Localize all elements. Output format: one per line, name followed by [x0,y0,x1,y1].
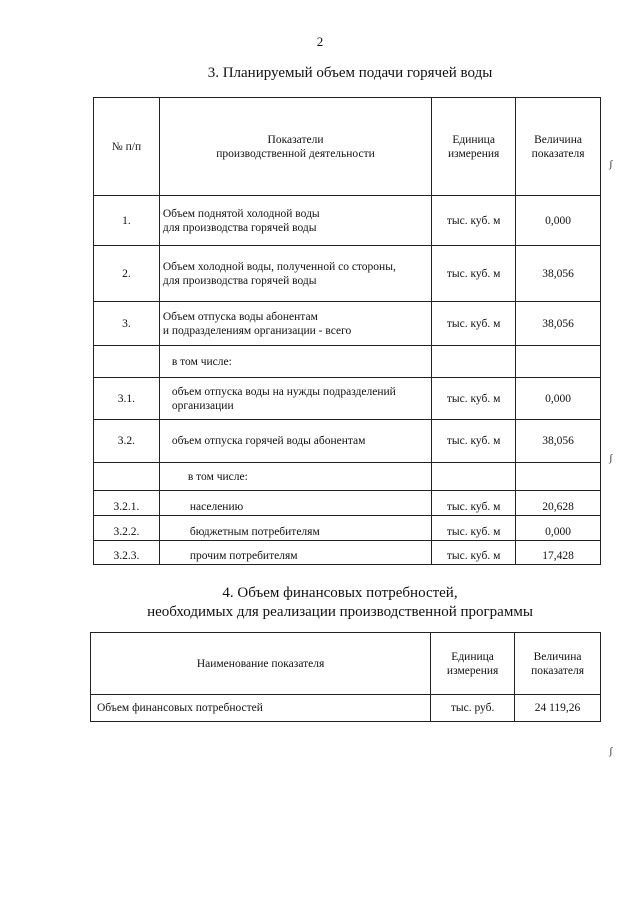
row-num: 3.2.2. [94,516,160,541]
table-row [94,541,601,565]
row-unit: тыс. куб. м [432,196,516,246]
hot-water-supply-table [93,97,601,565]
row-name: объем отпуска горячей воды абонентам [159,420,431,463]
header-indicator [159,98,431,196]
row-name: бюджетным потребителям [159,516,431,541]
header-unit [431,633,515,695]
row-name: населению [159,491,431,516]
header-value [516,98,601,196]
table-row [94,378,601,420]
row-num [94,346,160,378]
row-unit: тыс. руб. [431,695,515,722]
row-value: 20,628 [516,491,601,516]
row-name [159,302,431,346]
header-name: Наименование показателя [91,633,431,695]
header-unit-line1: Единица [451,650,494,663]
header-unit-line2: измерения [447,147,500,160]
header-indicator-line2: производственной деятельности [216,147,375,160]
row-name-line1: объем отпуска воды на нужды подразделений [171,385,396,398]
row-num [94,463,160,491]
row-value: 38,056 [516,302,601,346]
header-value-line1: Величина [533,650,582,663]
scan-mark: ʃ [609,452,613,464]
row-name: Объем финансовых потребностей [91,695,431,722]
header-value-line2: показателя [531,664,584,677]
header-num: № п/п [94,98,160,196]
table-row [94,346,601,378]
row-name-line1: Объем отпуска воды абонентам [162,310,318,323]
row-unit: тыс. куб. м [432,491,516,516]
row-name-line2: для производства горячей воды [162,274,317,287]
section-4-title-line1: 4. Объем финансовых потребностей, [222,585,458,601]
row-unit [432,463,516,491]
table-row [94,463,601,491]
scan-mark: ʃ [609,745,613,757]
row-value: 38,056 [516,246,601,302]
row-unit: тыс. куб. м [432,246,516,302]
row-name [159,378,431,420]
table-row [94,302,601,346]
row-name-line2: для производства горячей воды [162,221,317,234]
row-num: 3.2.1. [94,491,160,516]
table-header-row [91,633,601,695]
row-unit: тыс. куб. м [432,420,516,463]
section-3-title: 3. Планируемый объем подачи горячей воды [207,65,493,81]
table-row [94,196,601,246]
header-unit-line1: Единица [452,133,495,146]
table-row [94,516,601,541]
row-num: 3.2. [94,420,160,463]
table-row [91,695,601,722]
row-value: 17,428 [516,541,601,565]
row-name: в том числе: [159,346,431,378]
row-name [159,196,431,246]
row-unit [432,346,516,378]
row-unit: тыс. куб. м [432,516,516,541]
row-value: 24 119,26 [515,695,601,722]
row-value: 0,000 [516,516,601,541]
table-row [94,420,601,463]
row-num: 3.2.3. [94,541,160,565]
row-unit: тыс. куб. м [432,378,516,420]
section-4-title-line2: необходимых для реализации производственной программы [147,604,533,620]
row-unit: тыс. куб. м [432,302,516,346]
row-name-line2: организации [171,399,234,412]
table-header-row [94,98,601,196]
table-row [94,491,601,516]
row-num: 3.1. [94,378,160,420]
row-value [516,346,601,378]
header-indicator-line1: Показатели [267,133,324,146]
row-value: 0,000 [516,378,601,420]
row-value: 0,000 [516,196,601,246]
financial-needs-table [90,632,601,722]
row-name-line1: Объем поднятой холодной воды [162,207,320,220]
row-name-line2: и подразделениям организации - всего [162,324,352,337]
page-number: 2 [316,34,324,49]
header-value [515,633,601,695]
header-unit [432,98,516,196]
header-value-line2: показателя [531,147,585,160]
row-num: 2. [94,246,160,302]
row-name: в том числе: [159,463,431,491]
section-4-title [20,584,640,622]
row-num: 3. [94,302,160,346]
row-num: 1. [94,196,160,246]
row-name: прочим потребителям [159,541,431,565]
header-unit-line2: измерения [446,664,499,677]
row-unit: тыс. куб. м [432,541,516,565]
row-value [516,463,601,491]
header-value-line1: Величина [534,133,582,146]
row-name-line1: Объем холодной воды, полученной со стороны, [162,260,396,273]
row-name [159,246,431,302]
table-row [94,246,601,302]
scan-mark: ʃ [609,158,613,170]
row-value: 38,056 [516,420,601,463]
